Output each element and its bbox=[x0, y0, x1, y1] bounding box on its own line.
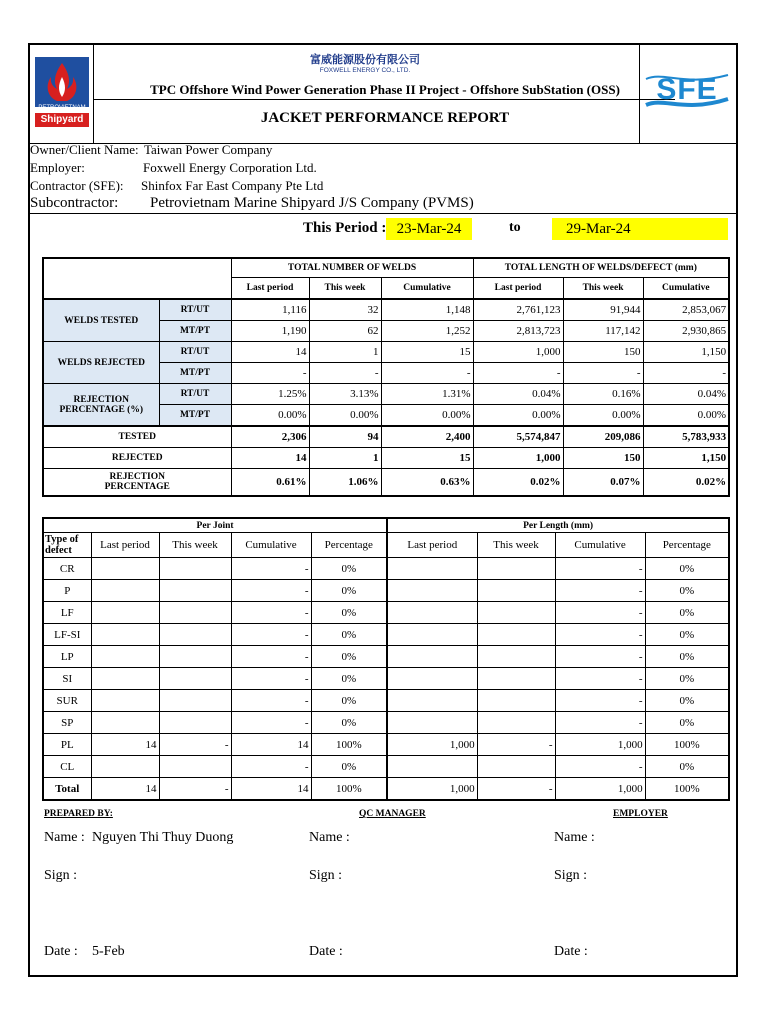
subcontractor-label: Subcontractor: bbox=[30, 195, 119, 211]
table-cell: - bbox=[477, 734, 555, 756]
method-label: MT/PT bbox=[159, 363, 231, 384]
table-cell bbox=[91, 558, 159, 580]
table-cell: - bbox=[231, 602, 311, 624]
table-cell: - bbox=[563, 363, 643, 384]
defect-row bbox=[43, 756, 729, 778]
table-cell: 14 bbox=[231, 734, 311, 756]
foxwell-name-cn: 富威能源股份有限公司 bbox=[310, 53, 420, 66]
table-cell: - bbox=[555, 580, 645, 602]
total-label-tested: TESTED bbox=[43, 426, 231, 448]
table-cell bbox=[91, 624, 159, 646]
table-cell: 14 bbox=[231, 778, 311, 801]
table-cell: 2,306 bbox=[231, 426, 309, 448]
row-label-welds-rejected: WELDS REJECTED bbox=[43, 342, 159, 384]
petrovietnam-logo bbox=[35, 57, 89, 127]
table-cell: 1,000 bbox=[473, 448, 563, 469]
table-cell: 0.04% bbox=[473, 384, 563, 405]
table-cell: 100% bbox=[645, 778, 729, 801]
logo-text-petrovietnam: PETROVIETNAM bbox=[38, 105, 86, 111]
sfe-logo-text: SFE bbox=[656, 73, 718, 106]
employer-date-label: Date : bbox=[554, 944, 588, 959]
table-cell: 0% bbox=[645, 646, 729, 668]
defect-type: CR bbox=[43, 558, 91, 580]
table-cell bbox=[477, 580, 555, 602]
owner-value: Taiwan Power Company bbox=[144, 142, 273, 157]
table-cell: 32 bbox=[309, 299, 381, 321]
qc-manager-label: QC MANAGER bbox=[359, 809, 426, 819]
table-cell bbox=[477, 712, 555, 734]
table-cell: - bbox=[381, 363, 473, 384]
per-length-header: Per Length (mm) bbox=[387, 518, 729, 533]
row-label-rejection-percentage: REJECTION PERCENTAGE (%) bbox=[43, 384, 159, 427]
col-header: Last period bbox=[387, 533, 477, 558]
period-label: This Period : bbox=[303, 220, 387, 236]
table-cell: - bbox=[555, 624, 645, 646]
table-cell: 0.02% bbox=[643, 469, 729, 497]
table-cell: 0.00% bbox=[563, 405, 643, 427]
col-header: This week bbox=[309, 278, 381, 300]
table-cell: - bbox=[473, 363, 563, 384]
contractor-value: Shinfox Far East Company Pte Ltd bbox=[141, 178, 324, 193]
defect-type: LF-SI bbox=[43, 624, 91, 646]
table-cell: - bbox=[477, 778, 555, 801]
table-cell: 1,148 bbox=[381, 299, 473, 321]
qc-sign-label: Sign : bbox=[309, 868, 343, 883]
period-to: 29-Mar-24 bbox=[552, 218, 728, 240]
col-header: Percentage bbox=[311, 533, 387, 558]
table-cell: - bbox=[643, 363, 729, 384]
table-cell bbox=[91, 646, 159, 668]
table-cell bbox=[477, 668, 555, 690]
table-cell: 0.00% bbox=[473, 405, 563, 427]
defect-table bbox=[42, 517, 730, 801]
table-cell bbox=[387, 668, 477, 690]
table-cell bbox=[477, 624, 555, 646]
table-cell: - bbox=[555, 558, 645, 580]
defect-type: LP bbox=[43, 646, 91, 668]
col-header: Cumulative bbox=[555, 533, 645, 558]
project-title: TPC Offshore Wind Power Generation Phase II Project - Offshore SubStation (OSS) bbox=[150, 82, 620, 97]
table-cell bbox=[477, 602, 555, 624]
table-cell: 100% bbox=[311, 734, 387, 756]
table-cell: - bbox=[309, 363, 381, 384]
foxwell-logo bbox=[280, 51, 450, 79]
table-cell: 14 bbox=[91, 778, 159, 801]
table-cell: 0% bbox=[311, 580, 387, 602]
defect-row bbox=[43, 690, 729, 712]
table-cell: 2,930,865 bbox=[643, 321, 729, 342]
table-cell: 3.13% bbox=[309, 384, 381, 405]
table-cell: 5,783,933 bbox=[643, 426, 729, 448]
table-cell: 0.07% bbox=[563, 469, 643, 497]
col-header: Percentage bbox=[645, 533, 729, 558]
defect-row bbox=[43, 624, 729, 646]
table-cell: 0% bbox=[645, 602, 729, 624]
table-cell: - bbox=[159, 778, 231, 801]
prepared-date: 5-Feb bbox=[92, 944, 125, 959]
table-cell bbox=[477, 646, 555, 668]
table-cell: - bbox=[231, 580, 311, 602]
group-header-number: TOTAL NUMBER OF WELDS bbox=[231, 258, 473, 278]
table-cell: - bbox=[231, 624, 311, 646]
defect-rows bbox=[43, 558, 729, 801]
defect-row bbox=[43, 778, 729, 801]
table-cell: - bbox=[555, 646, 645, 668]
defect-type: CL bbox=[43, 756, 91, 778]
table-cell bbox=[477, 690, 555, 712]
col-header: Cumulative bbox=[231, 533, 311, 558]
table-cell: 209,086 bbox=[563, 426, 643, 448]
table-cell: 0.00% bbox=[231, 405, 309, 427]
defect-type: LF bbox=[43, 602, 91, 624]
table-cell bbox=[159, 602, 231, 624]
table-cell: - bbox=[231, 558, 311, 580]
table-cell: 5,574,847 bbox=[473, 426, 563, 448]
table-cell: 1,000 bbox=[473, 342, 563, 363]
employer-value: Foxwell Energy Corporation Ltd. bbox=[143, 160, 317, 175]
table-cell: 1 bbox=[309, 342, 381, 363]
table-cell bbox=[91, 580, 159, 602]
summary-table bbox=[42, 257, 730, 497]
defect-row bbox=[43, 602, 729, 624]
prepared-name: Nguyen Thi Thuy Duong bbox=[92, 830, 234, 845]
period-to-label: to bbox=[509, 220, 521, 235]
table-cell: - bbox=[555, 756, 645, 778]
col-header: Last period bbox=[231, 278, 309, 300]
subcontractor-value: Petrovietnam Marine Shipyard J/S Company (PVMS) bbox=[150, 195, 474, 211]
group-header-length: TOTAL LENGTH OF WELDS/DEFECT (mm) bbox=[473, 258, 729, 278]
method-label: MT/PT bbox=[159, 321, 231, 342]
table-cell bbox=[477, 558, 555, 580]
table-cell bbox=[91, 602, 159, 624]
table-cell: - bbox=[231, 646, 311, 668]
employer-sign-label: EMPLOYER bbox=[613, 809, 668, 819]
table-cell bbox=[91, 690, 159, 712]
defect-row bbox=[43, 734, 729, 756]
table-cell bbox=[159, 580, 231, 602]
total-label-rejected: REJECTED bbox=[43, 448, 231, 469]
table-cell bbox=[159, 558, 231, 580]
table-cell bbox=[159, 624, 231, 646]
table-cell: 2,813,723 bbox=[473, 321, 563, 342]
table-cell: 62 bbox=[309, 321, 381, 342]
table-cell bbox=[159, 690, 231, 712]
table-cell: 0% bbox=[645, 580, 729, 602]
defect-type: P bbox=[43, 580, 91, 602]
table-cell: 0.00% bbox=[643, 405, 729, 427]
table-cell bbox=[387, 624, 477, 646]
employer-name-label: Name : bbox=[554, 830, 595, 845]
col-header: This week bbox=[159, 533, 231, 558]
table-cell bbox=[159, 668, 231, 690]
col-header: This week bbox=[477, 533, 555, 558]
table-cell: 117,142 bbox=[563, 321, 643, 342]
col-header: This week bbox=[563, 278, 643, 300]
table-cell: 0% bbox=[311, 624, 387, 646]
method-label: MT/PT bbox=[159, 405, 231, 427]
table-cell: - bbox=[231, 712, 311, 734]
method-label: RT/UT bbox=[159, 342, 231, 363]
employer-sign-line-label: Sign : bbox=[554, 868, 588, 883]
table-cell: 150 bbox=[563, 342, 643, 363]
table-cell: 0% bbox=[311, 712, 387, 734]
table-cell: 0% bbox=[311, 756, 387, 778]
defect-row bbox=[43, 558, 729, 580]
table-cell: 1,000 bbox=[387, 778, 477, 801]
prepared-sign-label: Sign : bbox=[44, 868, 78, 883]
table-cell: - bbox=[231, 363, 309, 384]
table-cell: 15 bbox=[381, 342, 473, 363]
table-cell bbox=[387, 580, 477, 602]
col-header: Last period bbox=[91, 533, 159, 558]
table-cell: 1.06% bbox=[309, 469, 381, 497]
table-cell: 0% bbox=[311, 690, 387, 712]
table-cell: 0.61% bbox=[231, 469, 309, 497]
table-cell: 1,150 bbox=[643, 448, 729, 469]
table-cell: - bbox=[159, 734, 231, 756]
defect-row bbox=[43, 646, 729, 668]
table-cell: 15 bbox=[381, 448, 473, 469]
table-cell bbox=[387, 690, 477, 712]
table-cell: 0.04% bbox=[643, 384, 729, 405]
table-cell: 0% bbox=[645, 712, 729, 734]
table-cell: 14 bbox=[231, 448, 309, 469]
table-cell: - bbox=[555, 668, 645, 690]
logo-text-shipyard: Shipyard bbox=[40, 114, 84, 125]
defect-row bbox=[43, 712, 729, 734]
table-cell: 14 bbox=[231, 342, 309, 363]
per-joint-header: Per Joint bbox=[43, 518, 387, 533]
sfe-logo bbox=[644, 69, 730, 113]
table-cell bbox=[91, 756, 159, 778]
table-cell: 1,252 bbox=[381, 321, 473, 342]
defect-type: PL bbox=[43, 734, 91, 756]
table-cell: 0.00% bbox=[309, 405, 381, 427]
defect-type: SP bbox=[43, 712, 91, 734]
table-cell: 1,150 bbox=[643, 342, 729, 363]
table-cell: 0% bbox=[311, 602, 387, 624]
table-cell: 1 bbox=[309, 448, 381, 469]
total-label-rejection-percentage: REJECTION PERCENTAGE bbox=[43, 469, 231, 497]
table-cell: - bbox=[231, 756, 311, 778]
col-header: Cumulative bbox=[381, 278, 473, 300]
table-cell: 91,944 bbox=[563, 299, 643, 321]
method-label: RT/UT bbox=[159, 299, 231, 321]
table-cell: - bbox=[555, 602, 645, 624]
table-cell: 0.02% bbox=[473, 469, 563, 497]
table-cell: 0.63% bbox=[381, 469, 473, 497]
table-cell: 1,000 bbox=[555, 734, 645, 756]
owner-label: Owner/Client Name: bbox=[30, 142, 139, 157]
table-cell: 100% bbox=[645, 734, 729, 756]
employer-label: Employer: bbox=[30, 160, 85, 175]
method-label: RT/UT bbox=[159, 384, 231, 405]
table-cell: 1.31% bbox=[381, 384, 473, 405]
defect-type: Total bbox=[43, 778, 91, 801]
table-cell: 0% bbox=[645, 558, 729, 580]
table-cell: 1,116 bbox=[231, 299, 309, 321]
table-cell: 0% bbox=[311, 668, 387, 690]
defect-row bbox=[43, 580, 729, 602]
defect-type: SI bbox=[43, 668, 91, 690]
table-cell: 2,761,123 bbox=[473, 299, 563, 321]
table-cell: 0% bbox=[645, 624, 729, 646]
table-cell bbox=[159, 646, 231, 668]
table-cell: 0% bbox=[645, 690, 729, 712]
table-cell bbox=[159, 712, 231, 734]
table-cell: 0% bbox=[645, 668, 729, 690]
table-cell: 94 bbox=[309, 426, 381, 448]
prepared-by-label: PREPARED BY: bbox=[44, 809, 113, 819]
table-cell bbox=[387, 558, 477, 580]
table-cell bbox=[387, 602, 477, 624]
foxwell-name-en: FOXWELL ENERGY CO., LTD. bbox=[319, 67, 411, 74]
prepared-date-label: Date : bbox=[44, 944, 78, 959]
table-cell bbox=[387, 646, 477, 668]
table-cell bbox=[387, 712, 477, 734]
table-cell: - bbox=[231, 690, 311, 712]
table-cell: 1.25% bbox=[231, 384, 309, 405]
table-cell bbox=[91, 668, 159, 690]
table-cell: 1,000 bbox=[387, 734, 477, 756]
table-cell bbox=[91, 712, 159, 734]
table-cell: 1,190 bbox=[231, 321, 309, 342]
report-frame bbox=[28, 43, 738, 977]
col-header: Cumulative bbox=[643, 278, 729, 300]
table-cell: 150 bbox=[563, 448, 643, 469]
table-cell: 0.00% bbox=[381, 405, 473, 427]
table-cell: 1,000 bbox=[555, 778, 645, 801]
table-cell: 0% bbox=[311, 646, 387, 668]
table-cell: - bbox=[555, 690, 645, 712]
table-cell: 0% bbox=[645, 756, 729, 778]
table-cell: - bbox=[555, 712, 645, 734]
contractor-label: Contractor (SFE): bbox=[30, 178, 124, 193]
type-of-defect-header: Type of defect bbox=[43, 533, 91, 558]
table-cell: 2,400 bbox=[381, 426, 473, 448]
report-title: JACKET PERFORMANCE REPORT bbox=[260, 110, 510, 126]
qc-name-label: Name : bbox=[309, 830, 350, 845]
prepared-name-label: Name : bbox=[44, 830, 85, 845]
defect-type: SUR bbox=[43, 690, 91, 712]
table-cell: 0% bbox=[311, 558, 387, 580]
qc-date-label: Date : bbox=[309, 944, 343, 959]
table-cell bbox=[387, 756, 477, 778]
period-from: 23-Mar-24 bbox=[386, 218, 472, 240]
table-cell: 100% bbox=[311, 778, 387, 801]
table-cell: 0.16% bbox=[563, 384, 643, 405]
col-header: Last period bbox=[473, 278, 563, 300]
defect-row bbox=[43, 668, 729, 690]
table-cell: - bbox=[231, 668, 311, 690]
row-label-welds-tested: WELDS TESTED bbox=[43, 299, 159, 342]
table-cell: 14 bbox=[91, 734, 159, 756]
table-cell: 2,853,067 bbox=[643, 299, 729, 321]
table-cell bbox=[477, 756, 555, 778]
table-cell bbox=[159, 756, 231, 778]
